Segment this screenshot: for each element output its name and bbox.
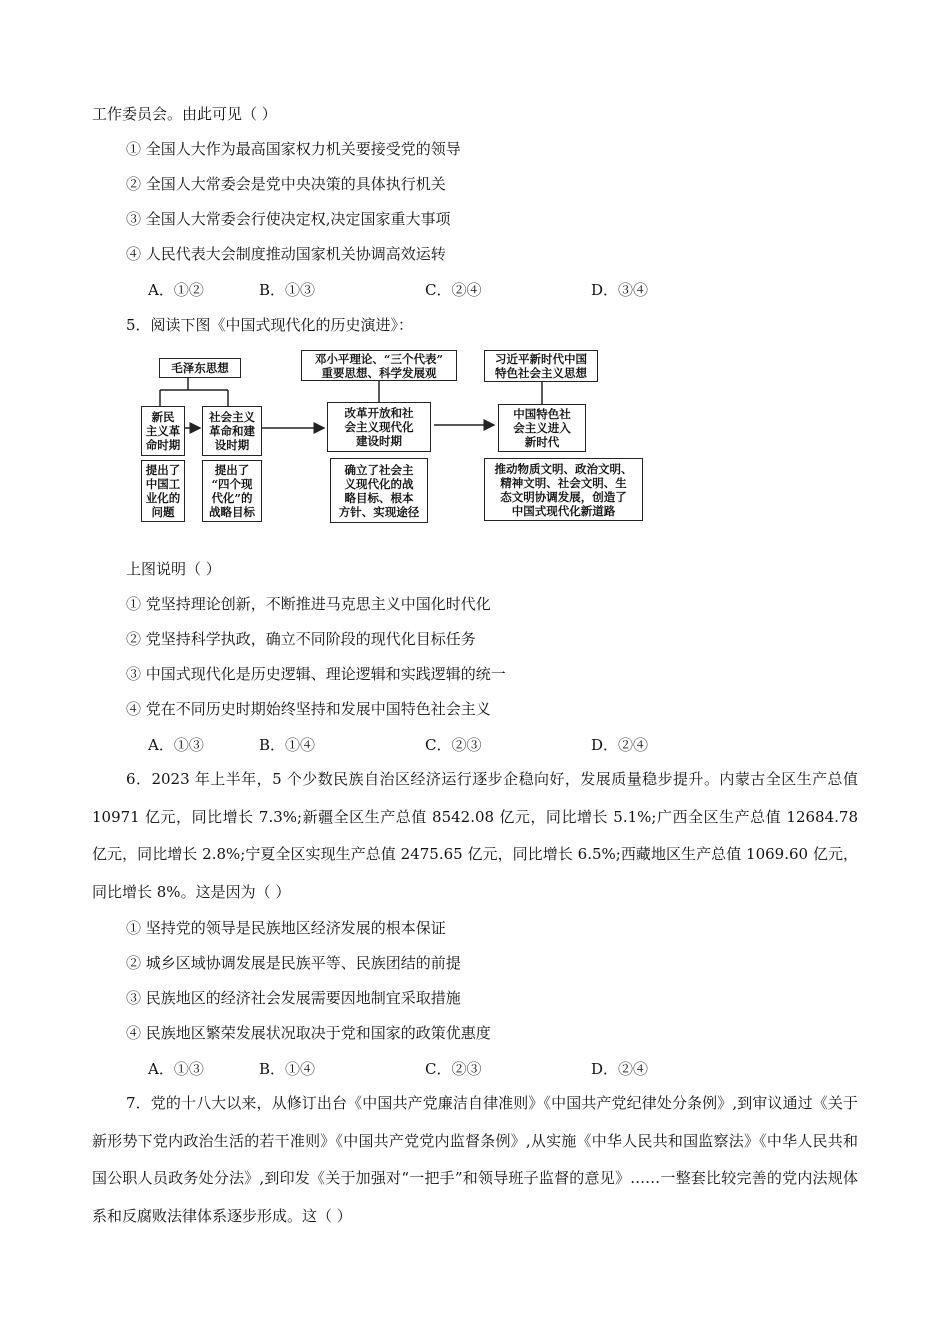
q6-option-b: B．①④ <box>259 1060 316 1078</box>
q4-option-a: A．①② <box>148 281 204 299</box>
q4-statement-1: ① 全国人大作为最高国家权力机关要接受党的领导 <box>126 140 461 158</box>
box-period-4: 中国特色社 会主义进入 新时代 <box>498 404 586 452</box>
q5-statement-2: ② 党坚持科学执政，确立不同阶段的现代化目标任务 <box>126 630 476 648</box>
box-deng-theory: 邓小平理论、“三个代表” 重要思想、科学发展观 <box>301 350 457 381</box>
q4-statement-4: ④ 人民代表大会制度推动国家机关协调高效运转 <box>126 245 446 263</box>
q4-statement-3: ③ 全国人大常委会行使决定权,决定国家重大事项 <box>126 210 451 228</box>
q6-statement-3: ③ 民族地区的经济社会发展需要因地制宜采取措施 <box>126 989 461 1007</box>
q4-statement-2: ② 全国人大常委会是党中央决策的具体执行机关 <box>126 175 446 193</box>
q5-statement-3: ③ 中国式现代化是历史逻辑、理论逻辑和实践逻辑的统一 <box>126 665 506 683</box>
q7-stem: 7．党的十八大以来，从修订出台《中国共产党廉洁自律准则》《中国共产党纪律处分条例》,到审议通过《关于新形势下党内政治生活的若干准则》《中国共产党党内监督条例》,从实施《中华人民共和国监察法》《中华人民共和国公职人员政务处分法》,到印发《关于加强对“一把手”和领导班子监督的意见》……一整套比较完善的党内法规体系和反腐败法律体系逐步形成。这（ ） <box>92 1094 858 1225</box>
history-diagram <box>138 344 650 526</box>
q5-statement-1: ① 党坚持理论创新，不断推进马克思主义中国化时代化 <box>126 595 491 613</box>
q6-option-d: D．②④ <box>591 1060 649 1078</box>
q5-option-c: C．②③ <box>425 736 482 754</box>
q6-statement-1: ① 坚持党的领导是民族地区经济发展的根本保证 <box>126 919 446 937</box>
q4-option-d: D．③④ <box>591 281 649 299</box>
box-result-3: 确立了社会主 义现代化的战 略目标、根本 方针、实现途径 <box>330 458 428 523</box>
q4-stem-tail: 工作委员会。由此可见（ ） <box>92 105 277 123</box>
q5-option-d: D．②④ <box>591 736 649 754</box>
q5-option-a: A．①③ <box>148 736 204 754</box>
q5-question: 上图说明（ ） <box>126 560 221 578</box>
q5-statement-4: ④ 党在不同历史时期始终坚持和发展中国特色社会主义 <box>126 700 491 718</box>
box-result-1: 提出了 中国工 业化的 问题 <box>141 460 185 522</box>
box-result-2: 提出了 “四个现 代化”的 战略目标 <box>202 460 262 522</box>
q6-option-c: C．②③ <box>425 1060 482 1078</box>
box-mao: 毛泽东思想 <box>159 358 241 378</box>
box-xi-thought: 习近平新时代中国 特色社会主义思想 <box>484 350 598 382</box>
box-period-2: 社会主义 革命和建 设时期 <box>202 406 262 456</box>
q4-option-b: B．①③ <box>259 281 316 299</box>
box-period-1: 新民 主义革 命时期 <box>141 406 185 456</box>
q6-stem: 6．2023 年上半年，5 个少数民族自治区经济运行逐步企稳向好，发展质量稳步提升。内蒙古全区生产总值 10971 亿元，同比增长 7.3%;新疆全区生产总值 8542.08 亿元，同比增长 5.1%;广西全区生产总值 12684.78 亿元，同比增长 2.8%;宁夏全区实现生产总值 2475.65 亿元，同比增长 6.5%;西藏地区生产总值 1069.60 亿元，同比增长 8%。这是因为（ ） <box>92 770 858 901</box>
q6-statement-2: ② 城乡区域协调发展是民族平等、民族团结的前提 <box>126 954 461 972</box>
q5-option-b: B．①④ <box>259 736 316 754</box>
q5-stem: 5．阅读下图《中国式现代化的历史演进》： <box>126 316 414 334</box>
q6-statement-4: ④ 民族地区繁荣发展状况取决于党和国家的政策优惠度 <box>126 1024 491 1042</box>
box-result-4: 推动物质文明、政治文明、 精神文明、社会文明、生 态文明协调发展，创造了 中国式现代化新道路 <box>484 458 643 521</box>
q6-option-a: A．①③ <box>148 1060 204 1078</box>
q4-option-c: C．②④ <box>425 281 482 299</box>
box-period-3: 改革开放和社 会主义现代化 建设时期 <box>327 402 431 452</box>
